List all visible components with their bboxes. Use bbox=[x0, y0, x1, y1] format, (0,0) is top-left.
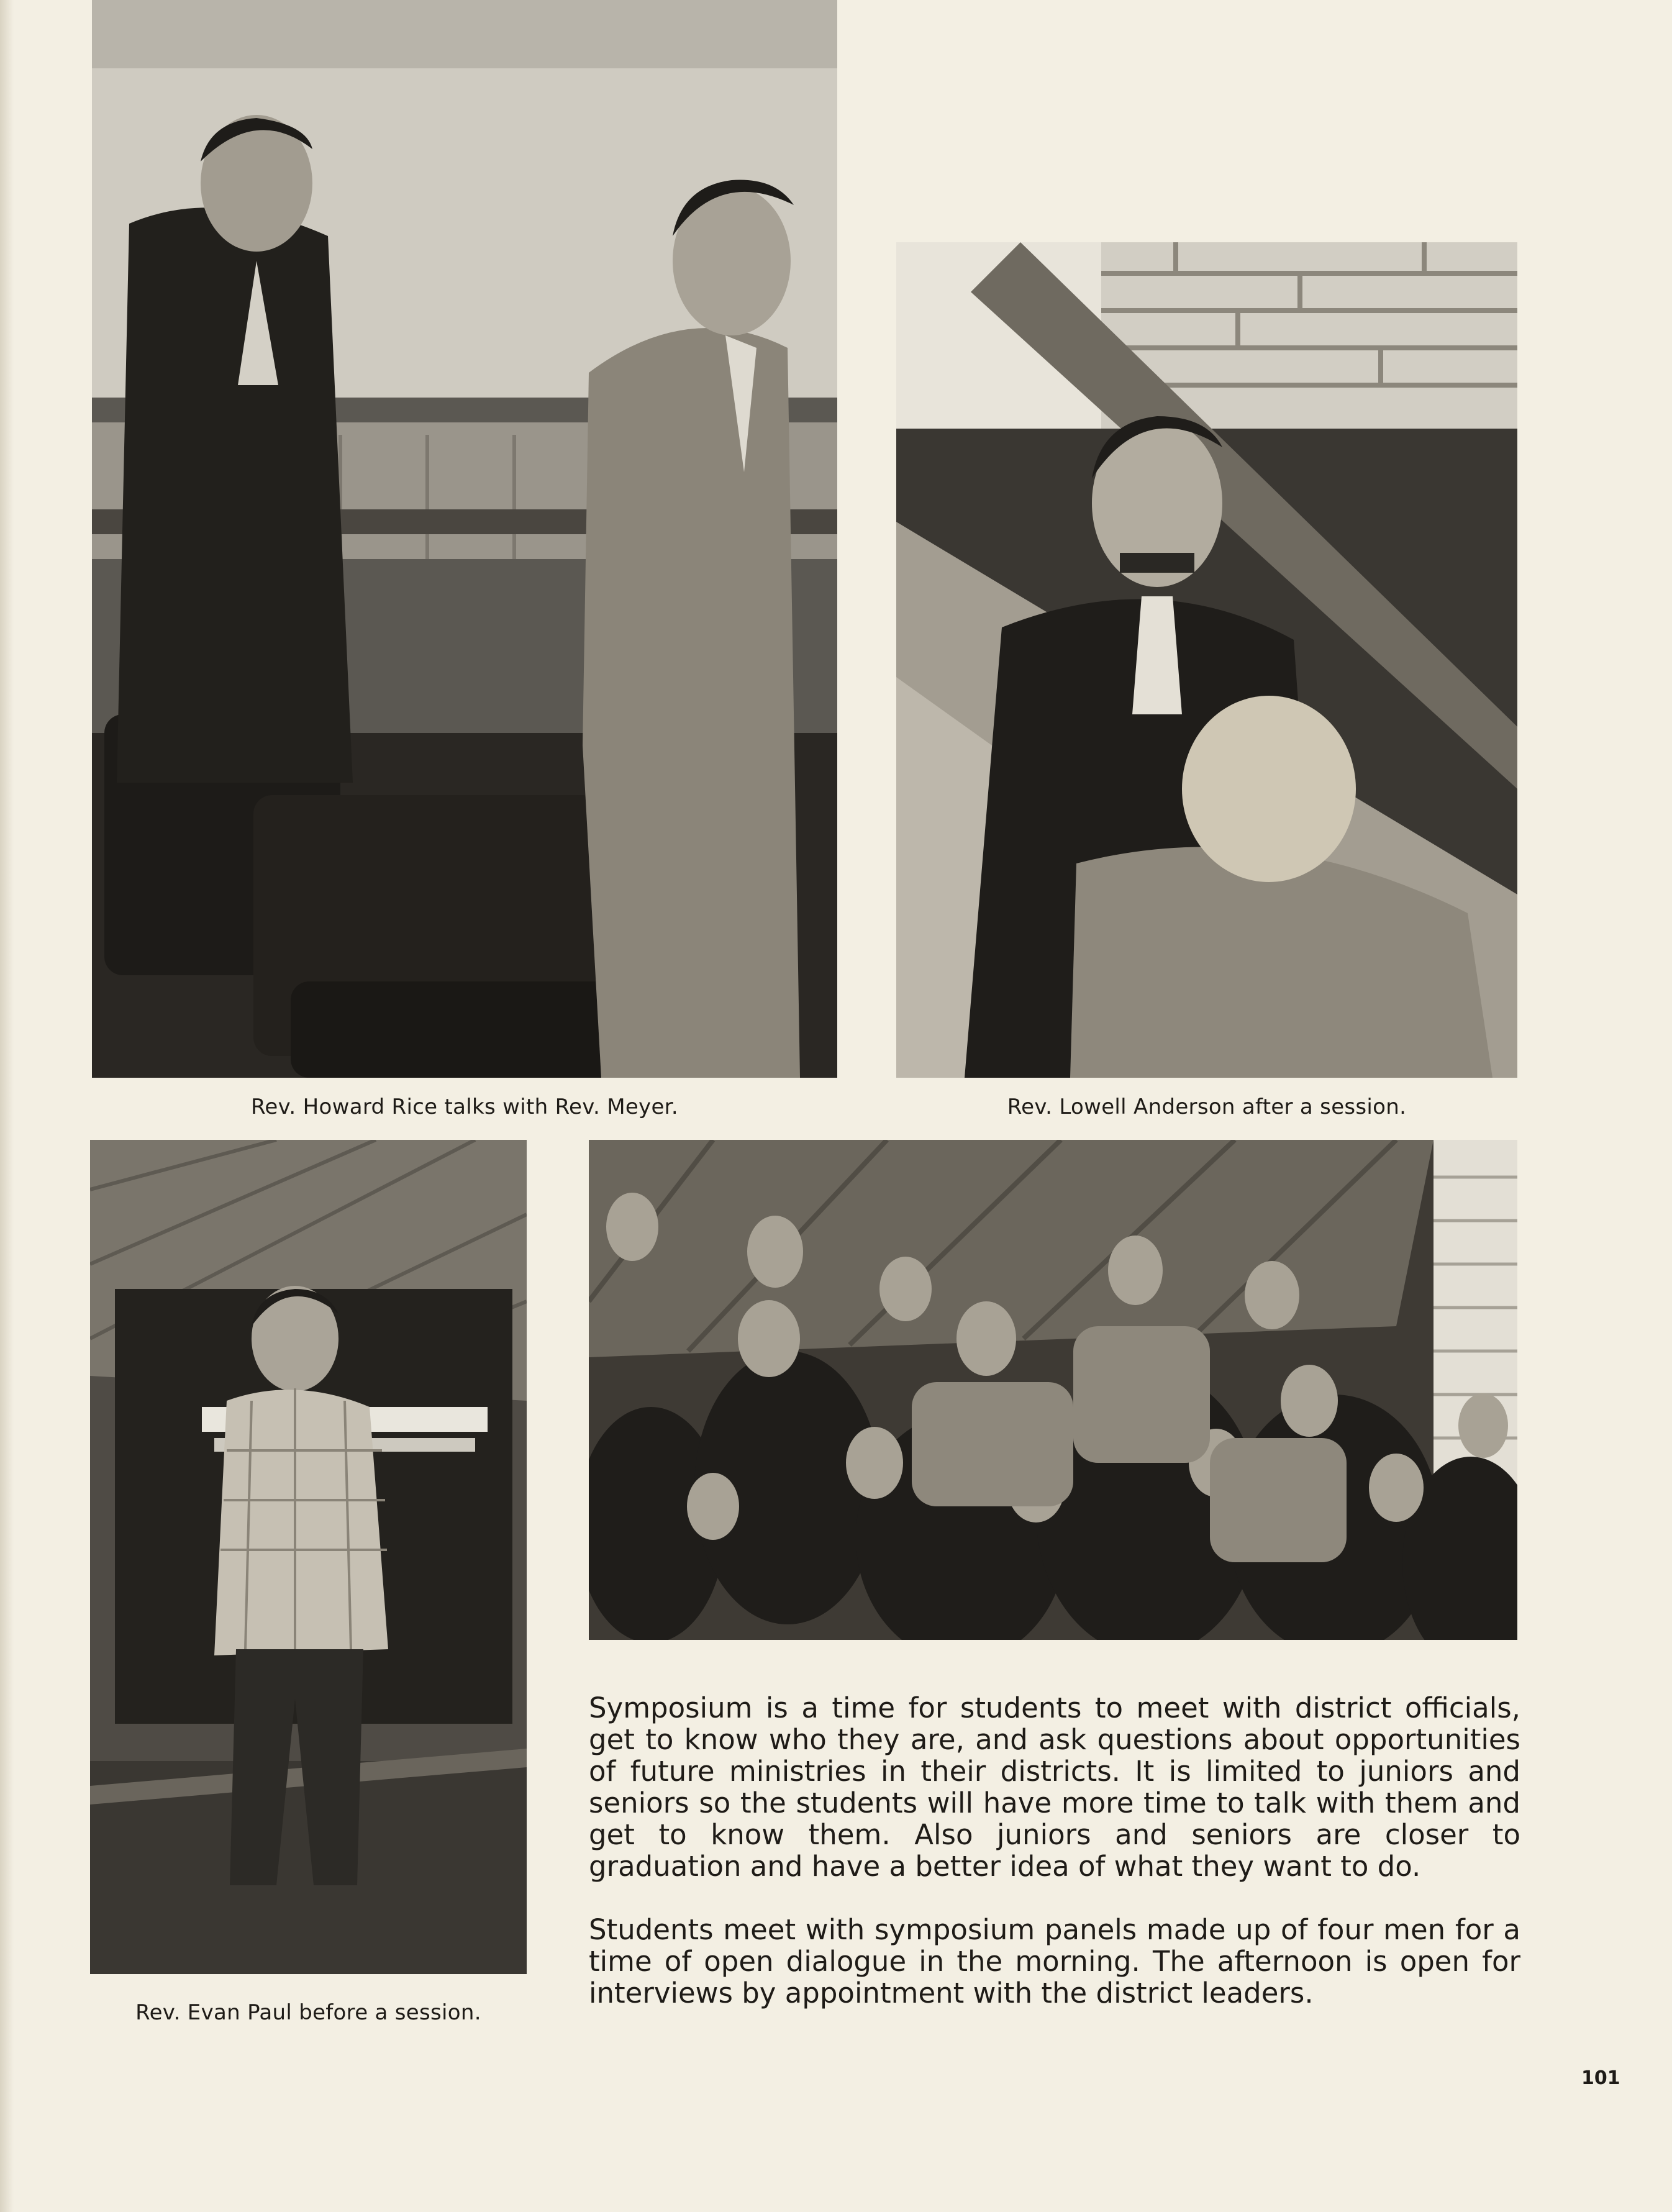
photo-paul bbox=[90, 1140, 527, 1974]
page-edge-shadow bbox=[0, 0, 14, 2212]
page-number: 101 bbox=[1581, 2067, 1620, 2089]
caption-anderson: Rev. Lowell Anderson after a session. bbox=[1007, 1095, 1407, 1119]
caption-paul: Rev. Evan Paul before a session. bbox=[135, 2000, 481, 2025]
article-paragraph-2: Students meet with symposium panels made up of four men for a time of open dialogue in the morning. The afternoon is open for interviews by appointment with the district leaders. bbox=[589, 1913, 1520, 2009]
photo-rice-meyer bbox=[92, 0, 837, 1078]
article-text bbox=[589, 1692, 1520, 2009]
photo-anderson bbox=[896, 242, 1517, 1078]
caption-rice-meyer: Rev. Howard Rice talks with Rev. Meyer. bbox=[251, 1095, 678, 1119]
photo-students-crowd bbox=[589, 1140, 1517, 1640]
article-paragraph-1: Symposium is a time for students to meet with district officials, get to know who they are, and ask questions about opportunities of future ministries in their districts. It is limited to juniors and seniors so the students will have more time to talk with them and get to know them. Also juniors and seniors are closer to graduation and have a better idea of what they want to do. bbox=[589, 1691, 1520, 1883]
